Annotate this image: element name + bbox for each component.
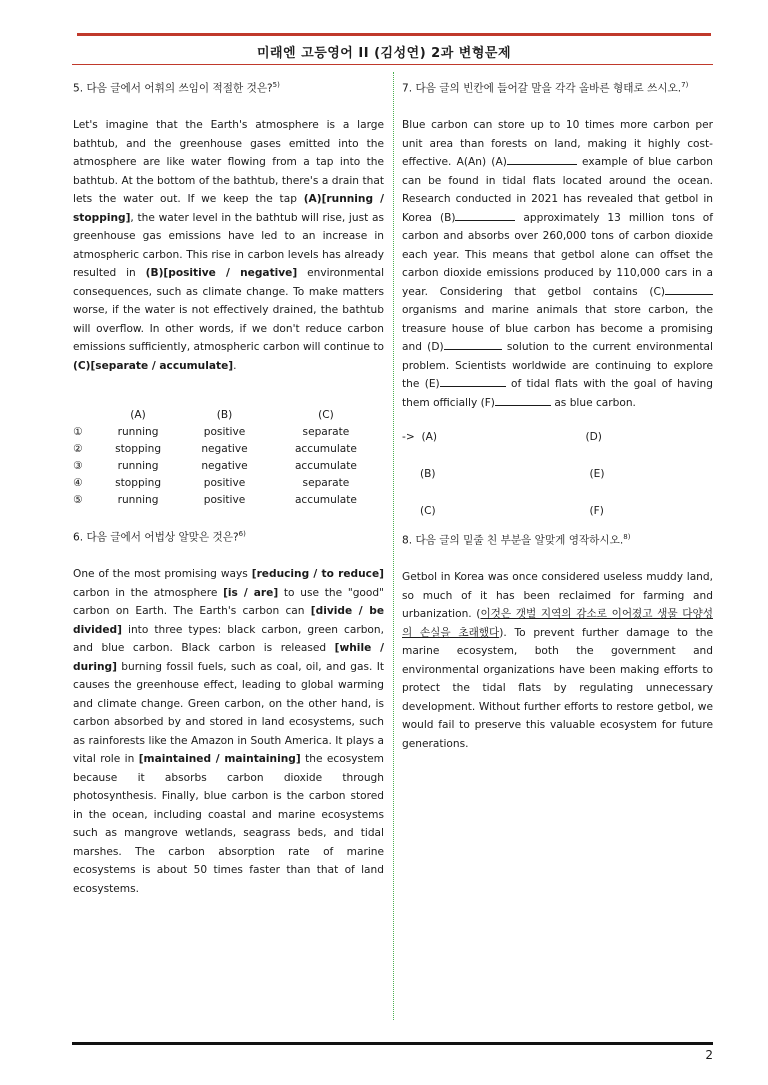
blank-f (495, 394, 551, 406)
column-c-header: (C) (318, 409, 334, 422)
question-7-passage: Blue carbon can store up to 10 times more carbon per unit area than forests on land, making it highly cost-effective. A(An) (A) example of blue carbon can be found in tidal flats located around the ocean. Research conducted in 2021 has revealed that getbol in Korea (B) approximately 13 million tons of carbon and absorbs over 260,000 tons of carbon dioxide each year. This means that getbol alone can offset the carbon dioxide emissions produced by 110,000 cars in a year. Considering that getbol contains (C) organisms and marine animals that store carbon, the treasure house of blue carbon has become a promising and (D) solution to the current environmental problem. Scientists worldwide are continuing to explore the (E) of tidal flats with the goal of having them officially (F) as blue carbon. (402, 119, 714, 409)
footer-rule (72, 1042, 713, 1045)
left-column (73, 76, 384, 898)
question-6-heading: 6. 다음 글에서 어법상 알맞은 것은?$^{6)}$ (73, 530, 246, 544)
page-number: 2 (705, 1048, 713, 1062)
choices-header-row (73, 407, 384, 424)
choice-row[interactable]: ② stopping negative accumulate (73, 443, 357, 456)
header-top-rule (77, 33, 711, 36)
column-divider (393, 72, 394, 1020)
choice-row[interactable]: ③ running negative accumulate (73, 460, 357, 473)
blank-e (440, 375, 506, 387)
page-title: 미래엔 고등영어 II (김성연) 2과 변형문제 (256, 46, 512, 61)
answer-slot-f[interactable]: (F) (589, 505, 604, 518)
answer-slot-b[interactable]: (B) (420, 468, 436, 481)
answer-slot-d[interactable]: (D) (585, 431, 602, 444)
question-8-passage: Getbol in Korea was once considered useless muddy land, so much of it has been reclaimed for farming and urbanization. (이것은 갯벌 지역의 감소로 이어졌고 생물 다양성의 손실을 초래했다). To prevent further damage to the marine ecosystem, both the government and environmental organizations have been making efforts to protect the tidal flats by regulating unnecessary development. Without further efforts to restore getbol, we would fail to preserve this valuable ecosystem for future generations. (402, 571, 713, 750)
choice-row[interactable]: ⑤ running positive accumulate (73, 494, 357, 507)
choice-row[interactable]: ④ stopping positive separate (73, 477, 350, 490)
answer-slot-e[interactable]: (E) (589, 468, 605, 481)
blank-a (507, 153, 577, 165)
blank-b (455, 209, 515, 221)
question-6-passage: One of the most promising ways [reducing / to reduce] carbon in the atmosphere [is / are] to use the "good" carbon on Earth. The Earth's carbon can [divide / be divided] into three types: black carbon, green carbon, and blue carbon. Black carbon is released [while / during] burning fossil fuels, such as coal, oil, and gas. It causes the greenhouse effect, leading to global warming and climate change. Green carbon, on the other hand, is carbon absorbed by and stored in land ecosystems, such as rainforests like the Amazon in South America. It plays a vital role in [maintained / maintaining] the ecosystem because it absorbs carbon dioxide through photosynthesis. Finally, blue carbon is the carbon stored in the ocean, including coastal and marine ecosystems such as mangrove wetlands, seagrass beds, and tidal marshes. The carbon absorption rate of marine ecosystems is about 50 times faster than that of land ecosystems. (73, 568, 385, 895)
answer-blanks (402, 428, 713, 520)
question-5-heading: 5. 다음 글에서 어휘의 쓰임이 적절한 것은?$^{5)}$ (73, 81, 280, 95)
blank-c (665, 283, 713, 295)
right-column (402, 76, 713, 753)
question-5-passage: Let's imagine that the Earth's atmosphere is a large bathtub, and the greenhouse gases emitted into the atmosphere are like water flowing from a tap into the bathtub. At the bottom of the bathtub, there's a drain that lets the water out. If we keep the tap (A)[running / stopping], the water level in the bathtub will rise, just as greenhouse gas emissions have led to an increase in atmospheric carbon. This rise in carbon levels has already resulted in (B)[positive / negative] environmental consequences, such as climate change. To make matters worse, if the water is not effectively drained, the bathtub will overflow. In other words, if we don't reduce carbon emissions sufficiently, atmospheric carbon will continue to (C)[separate / accumulate]. (73, 119, 385, 372)
underlined-korean-sentence: 이것은 갯벌 지역의 감소로 이어졌고 생물 다양성의 손실을 초래했다 (402, 608, 713, 639)
column-a-header: (A) (130, 409, 146, 422)
choice-row[interactable]: ① running positive separate (73, 426, 350, 439)
column-b-header: (B) (216, 409, 233, 422)
header-bottom-rule (72, 64, 713, 65)
question-5-choices-table (73, 407, 384, 509)
question-7-heading: 7. 다음 글의 빈칸에 들어갈 말을 각각 올바른 형태로 쓰시오.$^{7)}$ (402, 81, 689, 95)
question-8-heading: 8. 다음 글의 밑줄 친 부분을 알맞게 영작하시오.$^{8)}$ (402, 533, 631, 547)
blank-d (444, 338, 502, 350)
answer-slot-a[interactable]: -> (A) (402, 431, 437, 444)
answer-slot-c[interactable]: (C) (420, 505, 436, 518)
